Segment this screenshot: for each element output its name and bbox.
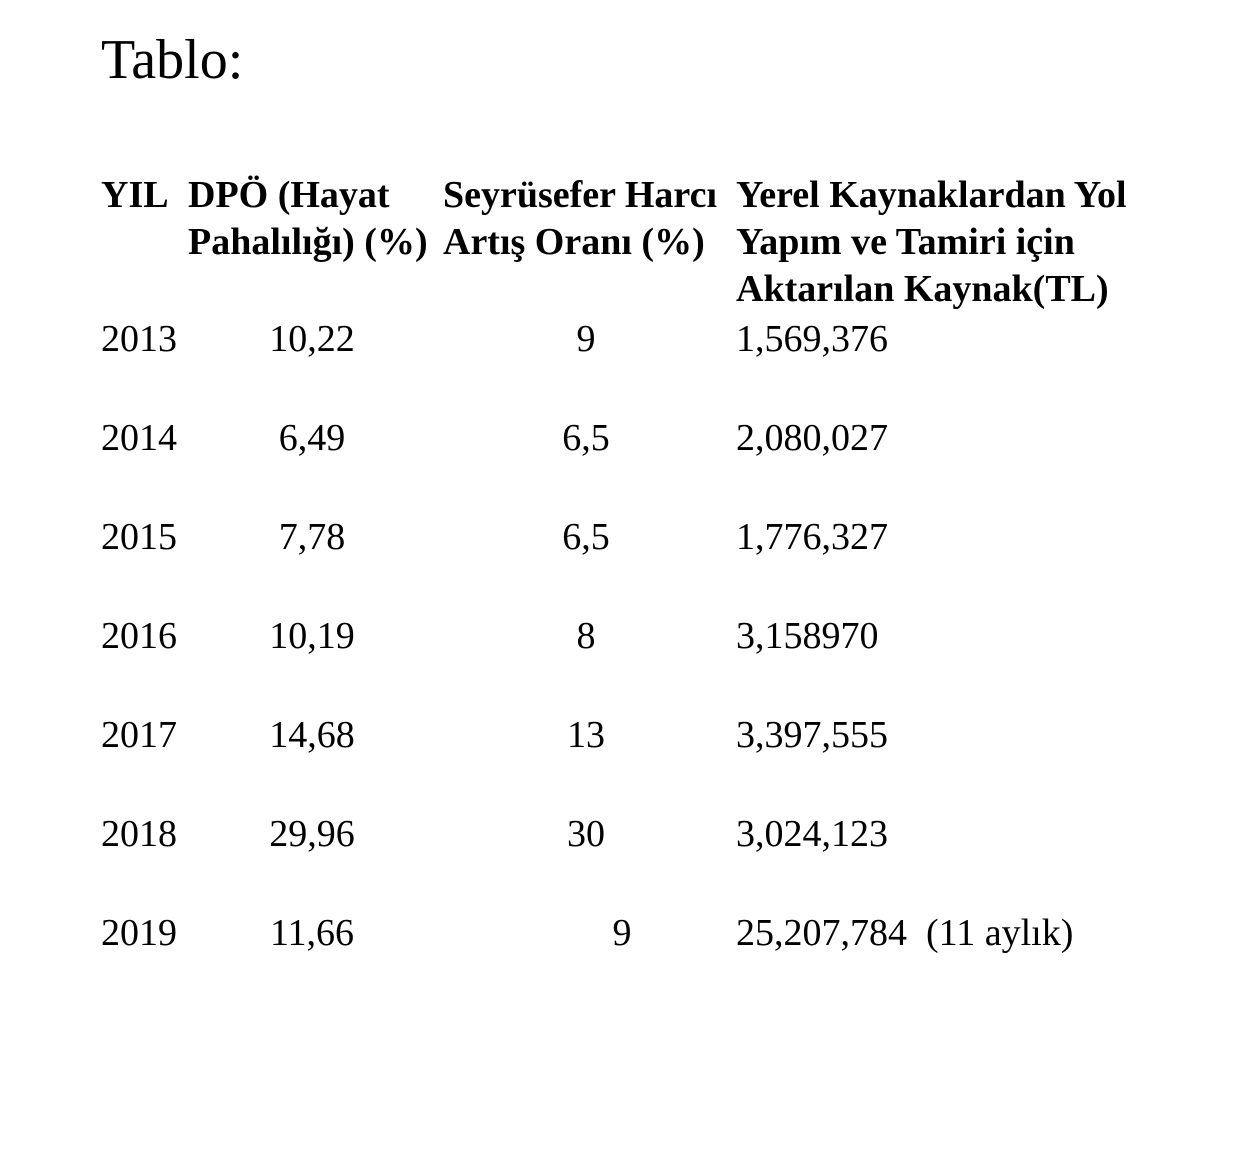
cell-dpo: 11,66 (269, 912, 355, 954)
header-seyrusefer (443, 172, 717, 266)
header-line: Seyrüsefer Harcı (443, 174, 718, 216)
cell-year: 2014 (101, 417, 177, 459)
header-yil (101, 172, 169, 219)
table-row (0, 512, 1242, 562)
header-dpo (188, 172, 428, 266)
cell-year: 2017 (101, 714, 177, 756)
cell-yerel-kaynak: 3,397,555 (736, 714, 888, 756)
cell-seyrusefer: 9 (612, 912, 632, 954)
cell-dpo: 7,78 (278, 516, 346, 558)
header-line: Pahalılığı) (%) (188, 221, 428, 263)
cell-yerel-kaynak: 3,024,123 (736, 813, 888, 855)
cell-seyrusefer: 9 (576, 318, 596, 360)
cell-seyrusefer: 6,5 (562, 417, 610, 459)
header-line: Artış Oranı (%) (443, 221, 705, 263)
cell-seyrusefer: 8 (576, 615, 596, 657)
header-yerel-kaynak (736, 172, 1127, 313)
table-row (0, 809, 1242, 859)
cell-year: 2015 (101, 516, 177, 558)
table-row (0, 413, 1242, 463)
cell-yerel-kaynak: 2,080,027 (736, 417, 888, 459)
header-line: Aktarılan Kaynak(TL) (736, 268, 1109, 310)
header-line: Yapım ve Tamiri için (736, 221, 1075, 263)
cell-year: 2013 (101, 318, 177, 360)
cell-seyrusefer: 30 (567, 813, 605, 855)
cell-year: 2018 (101, 813, 177, 855)
cell-yerel-kaynak: 1,776,327 (736, 516, 888, 558)
cell-year: 2019 (101, 912, 177, 954)
header-line: YIL (101, 174, 169, 216)
cell-yerel-kaynak: 1,569,376 (736, 318, 888, 360)
header-line: DPÖ (Hayat (188, 174, 390, 216)
header-line: Yerel Kaynaklardan Yol (736, 174, 1127, 216)
cell-dpo: 29,96 (269, 813, 355, 855)
cell-seyrusefer: 6,5 (562, 516, 610, 558)
cell-dpo: 10,19 (269, 615, 355, 657)
cell-dpo: 14,68 (269, 714, 355, 756)
page-title: Tablo: (101, 29, 244, 91)
cell-seyrusefer: 13 (567, 714, 605, 756)
cell-dpo: 10,22 (269, 318, 355, 360)
table-row (0, 611, 1242, 661)
table-row (0, 908, 1242, 958)
cell-dpo: 6,49 (278, 417, 346, 459)
cell-yerel-kaynak: 3,158970 (736, 615, 879, 657)
table-row (0, 710, 1242, 760)
table-row (0, 314, 1242, 364)
cell-year: 2016 (101, 615, 177, 657)
cell-yerel-kaynak: 25,207,784 (11 aylık) (736, 912, 1074, 954)
